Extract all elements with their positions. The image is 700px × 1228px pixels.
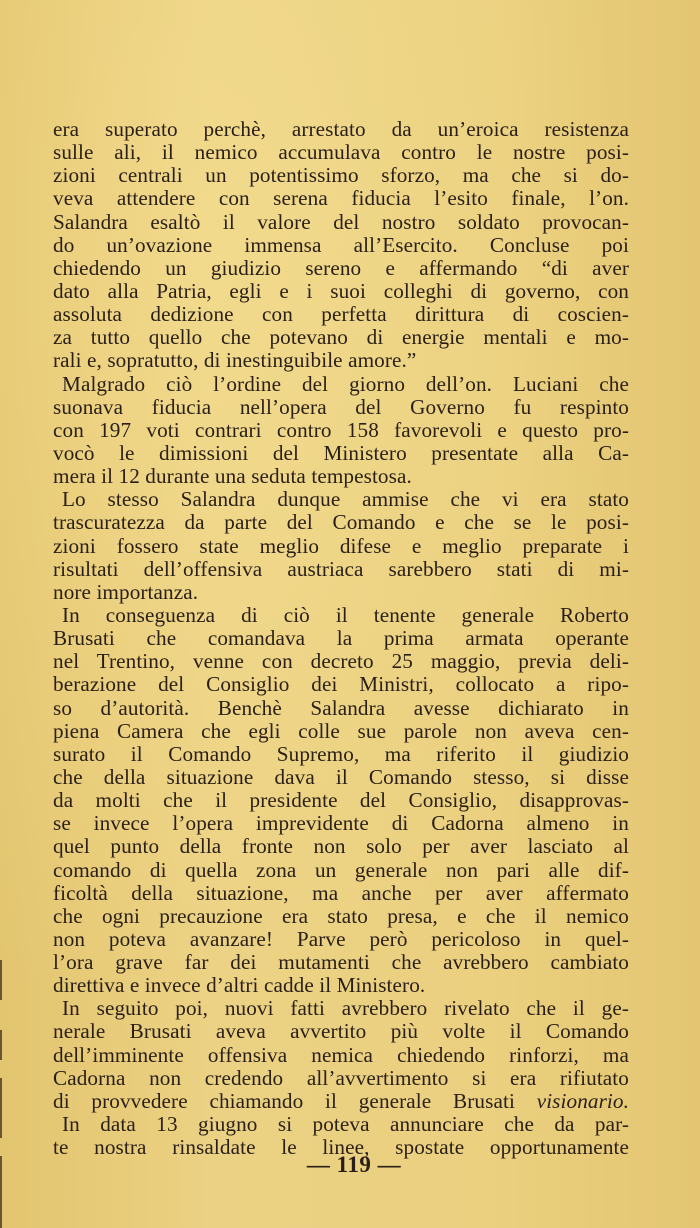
text-line	[53, 1067, 629, 1090]
text-line	[53, 673, 629, 696]
text-line-content: ficoltà della situazione, ma anche per aver affermato	[53, 880, 629, 905]
text-line-content: rali e, sopratutto, di inestinguibile amore.”	[53, 348, 417, 373]
italic-word: visionario.	[536, 1088, 630, 1113]
body-text	[53, 118, 629, 1159]
text-line	[53, 187, 629, 210]
text-line	[53, 650, 629, 673]
text-line-content: direttiva e invece d’altri cadde il Ministero.	[53, 973, 426, 998]
text-line	[53, 1090, 629, 1113]
text-line	[53, 373, 629, 396]
text-line-content: risultati dell’offensiva austriaca sarebbero stati di mi-	[53, 556, 629, 581]
text-line-content: chiedendo un giudizio sereno e affermando “di aver	[53, 255, 629, 280]
text-line-content: trascuratezza da parte del Comando e che se le posi-	[53, 510, 629, 535]
text-line	[53, 303, 629, 326]
text-line	[53, 442, 629, 465]
text-line-content: nel Trentino, venne con decreto 25 maggio, previa deli-	[53, 649, 629, 674]
text-line-content: zioni centrali un potentissimo sforzo, ma che si do-	[53, 163, 629, 188]
text-line-content: l’ora grave far dei mutamenti che avrebbero cambiato	[53, 950, 629, 975]
text-line-content: In seguito poi, nuovi fatti avrebbero rivelato che il ge-	[62, 996, 629, 1021]
text-line-content: Cadorna non credendo all’avvertimento si era rifiutato	[53, 1065, 629, 1090]
text-line	[53, 396, 629, 419]
text-line	[53, 164, 629, 187]
text-line-content: che ogni precauzione era stato presa, e che il nemico	[53, 903, 629, 928]
text-line	[53, 905, 629, 928]
text-line	[53, 257, 629, 280]
text-line-content: dell’imminente offensiva nemica chiedendo rinforzi, ma	[53, 1042, 629, 1067]
page-number: — 119 —	[306, 1152, 402, 1177]
text-line	[53, 1113, 629, 1136]
text-line-content: nerale Brusati aveva avvertito più volte il Comando	[53, 1019, 629, 1044]
text-line-content: con 197 voti contrari contro 158 favorevoli e questo pro-	[53, 417, 629, 442]
text-line-content: zioni fossero state meglio difese e meglio preparate i	[53, 533, 629, 558]
text-line	[53, 234, 629, 257]
text-line-content: comando di quella zona un generale non pari alle dif-	[53, 857, 629, 882]
text-line	[53, 349, 629, 372]
text-line-content: sulle ali, il nemico accumulava contro le nostre posi-	[53, 140, 629, 165]
text-line-content: te nostra rinsaldate le linee, spostate opportunamente	[53, 1135, 629, 1160]
text-line	[53, 812, 629, 835]
text-line-content: se invece l’opera imprevidente di Cadorna almeno in	[53, 811, 629, 836]
text-line-content: nore importanza.	[53, 579, 199, 604]
text-line	[53, 118, 629, 141]
text-line	[53, 558, 629, 581]
text-line	[53, 581, 629, 604]
text-line-content: do un’ovazione immensa all’Esercito. Concluse poi	[53, 232, 629, 257]
text-line-content: di provvedere chiamando il generale Brusati	[53, 1088, 515, 1113]
text-line	[53, 419, 629, 442]
text-line	[53, 951, 629, 974]
text-line-content: berazione del Consiglio dei Ministri, collocato a ripo-	[53, 672, 629, 697]
text-line-content: za tutto quello che potevano di energie mentali e mo-	[53, 325, 629, 350]
text-line-content: In data 13 giugno si poteva annunciare che da par-	[62, 1112, 629, 1137]
text-line-content: piena Camera che egli colle sue parole non aveva cen-	[53, 718, 629, 743]
text-line	[53, 535, 629, 558]
text-line-content: so d’autorità. Benchè Salandra avesse dichiarato in	[53, 695, 629, 720]
text-line-content: quel punto della fronte non solo per aver lasciato al	[53, 834, 629, 859]
text-line-content: dato alla Patria, egli e i suoi colleghi di governo, con	[53, 278, 629, 303]
text-line	[53, 835, 629, 858]
text-line	[53, 465, 629, 488]
text-line-content: surato il Comando Supremo, ma riferito il giudizio	[53, 741, 629, 766]
text-line-content: vocò le dimissioni del Ministero presentate alla Ca-	[53, 440, 629, 465]
text-line	[53, 1020, 629, 1043]
text-line	[53, 974, 629, 997]
text-line-content: Lo stesso Salandra dunque ammise che vi era stato	[62, 487, 629, 512]
text-line	[53, 928, 629, 951]
text-line	[53, 882, 629, 905]
text-line	[53, 627, 629, 650]
text-line-content: non poteva avanzare! Parve però pericoloso in quel-	[53, 926, 629, 951]
text-line	[53, 766, 629, 789]
text-line-content: Malgrado ciò l’ordine del giorno dell’on. Luciani che	[62, 371, 629, 396]
text-line-content: mera il 12 durante una seduta tempestosa.	[53, 464, 412, 489]
text-line	[53, 211, 629, 234]
text-line	[53, 859, 629, 882]
text-line-content: che della situazione dava il Comando stesso, si disse	[53, 764, 629, 789]
text-line	[53, 280, 629, 303]
text-line-content: In conseguenza di ciò il tenente generale Roberto	[62, 602, 629, 627]
text-line-content: suonava fiducia nell’opera del Governo fu respinto	[53, 394, 629, 419]
text-line	[53, 326, 629, 349]
page-edge-marks	[0, 960, 4, 1228]
text-line	[53, 141, 629, 164]
text-line	[53, 789, 629, 812]
text-line	[53, 511, 629, 534]
text-line-content: da molti che il presidente del Consiglio, disapprovas-	[53, 788, 629, 813]
text-line	[53, 604, 629, 627]
text-line-content: Brusati che comandava la prima armata operante	[53, 626, 629, 651]
text-line	[53, 743, 629, 766]
text-line	[53, 997, 629, 1020]
text-line	[53, 1044, 629, 1067]
text-line	[53, 697, 629, 720]
text-line	[53, 720, 629, 743]
text-line-content: assoluta dedizione con perfetta dirittura di coscien-	[53, 302, 629, 327]
text-line-content: era superato perchè, arrestato da un’eroica resistenza	[53, 117, 629, 141]
text-line	[53, 488, 629, 511]
text-line-content: veva attendere con serena fiducia l’esito finale, l’on.	[53, 186, 629, 211]
text-line-content: Salandra esaltò il valore del nostro soldato provocan-	[53, 209, 629, 234]
